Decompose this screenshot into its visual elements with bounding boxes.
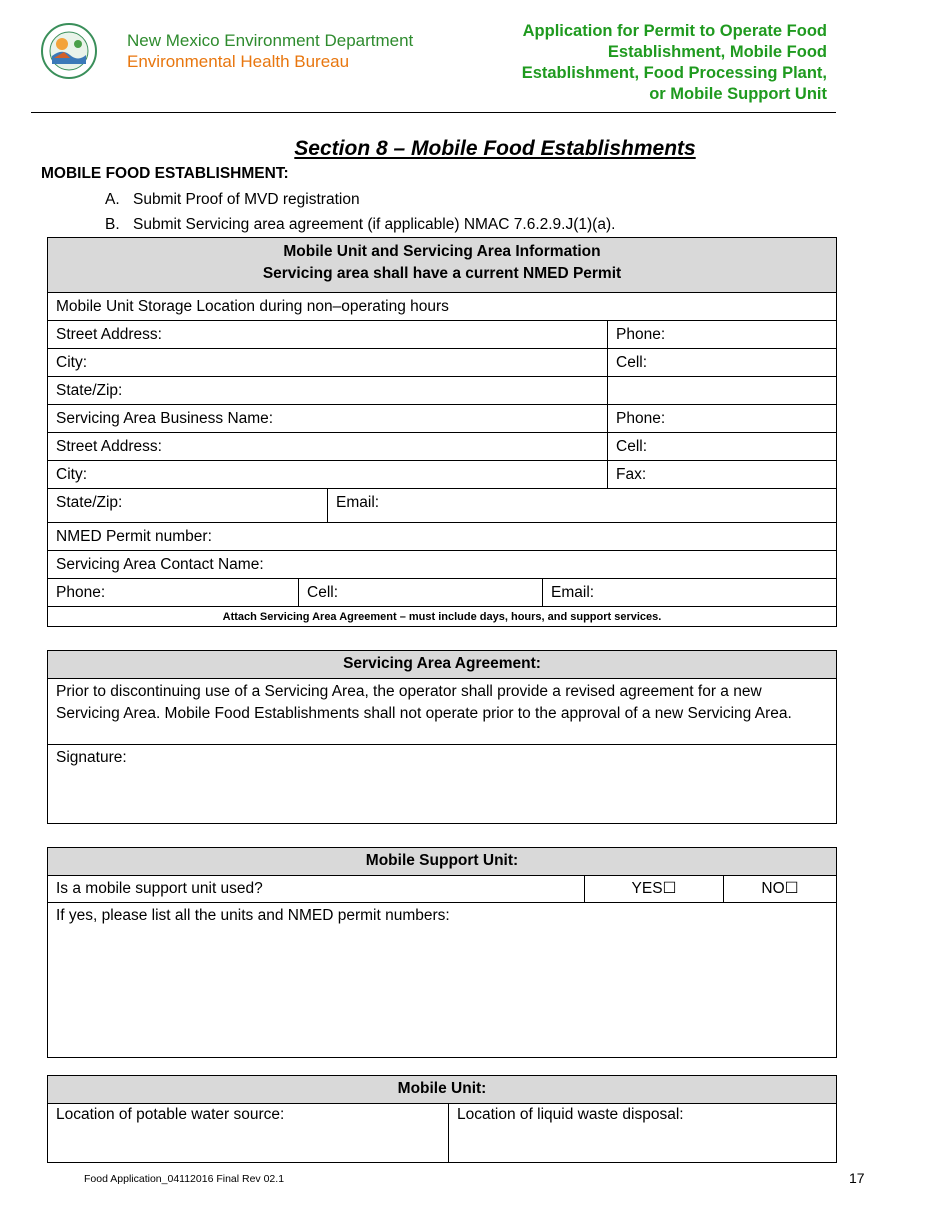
servicing-agreement-table: [47, 650, 837, 824]
servicing-business-name-field[interactable]: Servicing Area Business Name:: [48, 404, 608, 432]
water-source-field[interactable]: Location of potable water source:: [56, 1106, 285, 1123]
bureau-name: Environmental Health Bureau: [127, 52, 350, 71]
list-item: A. Submit Proof of MVD registration: [105, 191, 360, 208]
servicing-city-field[interactable]: City:: [48, 460, 608, 488]
support-units-list-field[interactable]: If yes, please list all the units and NMED permit numbers:: [56, 907, 450, 924]
column-divider: [298, 578, 299, 606]
storage-location-label: Mobile Unit Storage Location during non–operating hours: [48, 292, 836, 320]
cell-field[interactable]: Cell:: [608, 348, 836, 376]
column-divider: [607, 320, 608, 488]
mfe-heading: MOBILE FOOD ESTABLISHMENT:: [41, 165, 289, 182]
support-unit-header: Mobile Support Unit:: [48, 848, 836, 876]
contact-email-field[interactable]: Email:: [543, 578, 836, 606]
list-item: B. Submit Servicing area agreement (if applicable) NMAC 7.6.2.9.J(1)(a).: [105, 216, 616, 233]
mobile-unit-header: Mobile Unit:: [48, 1076, 836, 1104]
nmed-logo: [40, 22, 98, 80]
mobile-unit-info-table: [47, 237, 837, 627]
column-divider: [327, 488, 328, 522]
info-table-header: Mobile Unit and Servicing Area Information Servicing area shall have a current NMED Permit: [48, 238, 836, 292]
page-number: 17: [849, 1170, 865, 1186]
no-checkbox[interactable]: NO☐: [761, 880, 799, 897]
footer-doc-id: Food Application_04112016 Final Rev 02.1: [84, 1173, 285, 1185]
contact-name-field[interactable]: Servicing Area Contact Name:: [48, 550, 836, 578]
section-title: Section 8 – Mobile Food Establishments: [294, 137, 696, 160]
contact-cell-field[interactable]: Cell:: [299, 578, 543, 606]
signature-field[interactable]: Signature:: [56, 749, 127, 766]
servicing-state-zip-field[interactable]: State/Zip:: [48, 488, 328, 522]
column-divider: [542, 578, 543, 606]
empty-cell: [608, 376, 836, 404]
agreement-header: Servicing Area Agreement:: [48, 651, 836, 679]
servicing-fax-field[interactable]: Fax:: [608, 460, 836, 488]
nmed-permit-field[interactable]: NMED Permit number:: [48, 522, 836, 550]
servicing-street-address-field[interactable]: Street Address:: [48, 432, 608, 460]
phone-field[interactable]: Phone:: [608, 320, 836, 348]
waste-disposal-field[interactable]: Location of liquid waste disposal:: [457, 1106, 684, 1123]
servicing-phone-field[interactable]: Phone:: [608, 404, 836, 432]
agreement-text: Prior to discontinuing use of a Servicing Area, the operator shall provide a revised agreement for a new Servicing Area. Mobile Food Establishments shall not operate prior to the approval of a new Servicing Area.: [48, 679, 836, 745]
support-unit-question: Is a mobile support unit used?: [56, 880, 263, 897]
state-zip-field[interactable]: State/Zip:: [48, 376, 608, 404]
mobile-unit-table: [47, 1075, 837, 1163]
support-unit-question-row: [48, 876, 836, 903]
attach-agreement-note: Attach Servicing Area Agreement – must include days, hours, and support services.: [48, 606, 836, 626]
city-field[interactable]: City:: [48, 348, 608, 376]
column-divider: [448, 1104, 449, 1162]
servicing-email-field[interactable]: Email:: [328, 488, 836, 522]
application-title: Application for Permit to Operate Food Establishment, Mobile Food Establishment, Food Processing Plant, or Mobile Support Unit: [521, 22, 827, 103]
contact-phone-field[interactable]: Phone:: [48, 578, 299, 606]
header-divider: [31, 112, 836, 113]
support-unit-table: [47, 847, 837, 1058]
yes-checkbox[interactable]: YES☐: [631, 880, 677, 897]
servicing-cell-field[interactable]: Cell:: [608, 432, 836, 460]
dept-name: New Mexico Environment Department: [127, 31, 414, 50]
street-address-field[interactable]: Street Address:: [48, 320, 608, 348]
